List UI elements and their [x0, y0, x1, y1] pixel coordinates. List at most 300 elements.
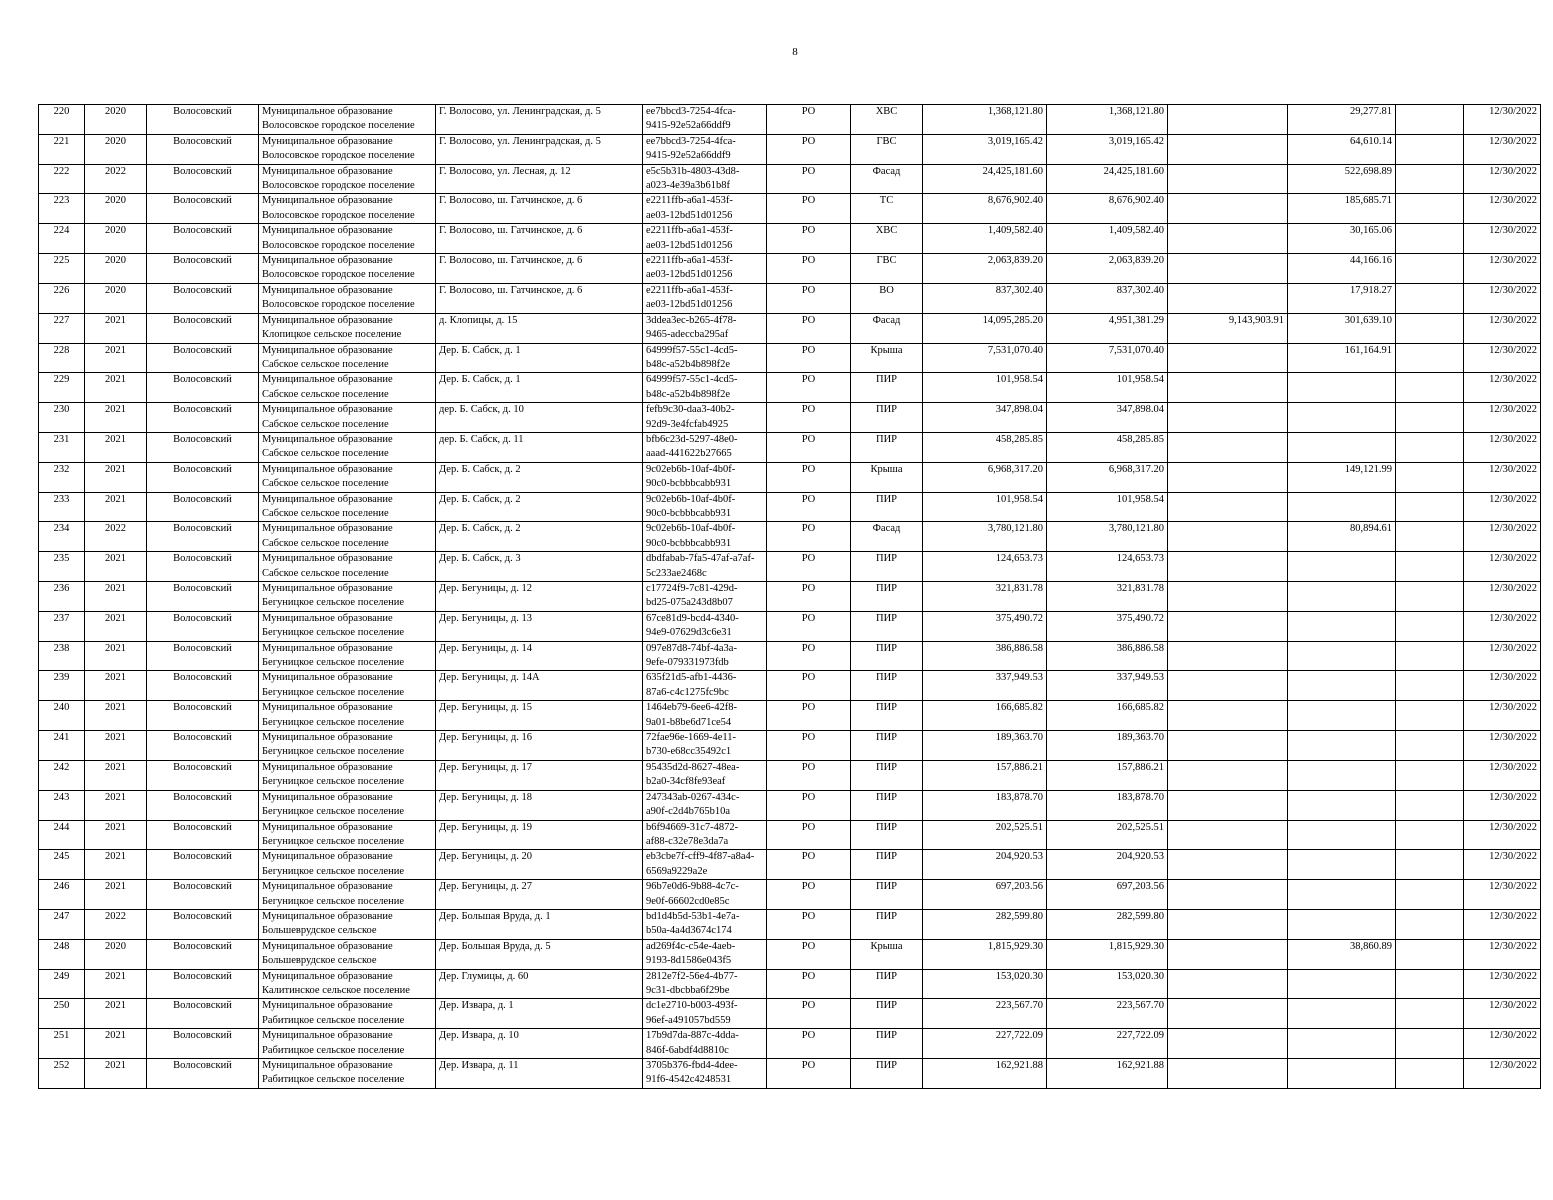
house-id-cell — [643, 432, 767, 462]
year-cell: 2020 — [85, 134, 147, 164]
page-number: 8 — [792, 46, 798, 58]
district-cell: Волосовский — [147, 999, 259, 1029]
other-source-cell — [1168, 1029, 1288, 1059]
house-id-line: bfb6c23d-5297-48e0- — [646, 433, 738, 445]
operator-cell: РО — [767, 552, 851, 582]
house-id-line: a90f-c2d4b765b10a — [646, 806, 730, 818]
total-cost-cell: 202,525.51 — [923, 820, 1047, 850]
operator-cell: РО — [767, 194, 851, 224]
control-cost-cell: 80,894.61 — [1288, 522, 1396, 552]
fund-cost-cell: 189,363.70 — [1047, 731, 1168, 761]
date-cell: 12/30/2022 — [1464, 105, 1541, 135]
municipality-cell — [259, 462, 436, 492]
operator-cell: РО — [767, 1059, 851, 1089]
row-number-cell: 231 — [39, 432, 85, 462]
house-id-cell — [643, 462, 767, 492]
control-cost-cell — [1288, 582, 1396, 612]
extra-cell — [1396, 880, 1464, 910]
fund-cost-cell: 1,815,929.30 — [1047, 939, 1168, 969]
work-type-cell: ГВС — [851, 254, 923, 284]
fund-cost-cell: 282,599.80 — [1047, 909, 1168, 939]
extra-cell — [1396, 1029, 1464, 1059]
house-id-line: ae03-12bd51d01256 — [646, 239, 733, 251]
house-id-line: 64999f57-55c1-4cd5- — [646, 344, 738, 356]
date-cell: 12/30/2022 — [1464, 403, 1541, 433]
municipality-cell — [259, 731, 436, 761]
year-cell: 2020 — [85, 254, 147, 284]
municipality-line: Муниципальное образование — [262, 732, 393, 744]
control-cost-cell: 161,164.91 — [1288, 343, 1396, 373]
municipality-line: Муниципальное образование — [262, 135, 393, 147]
municipality-line: Сабское сельское поселение — [262, 448, 389, 460]
control-cost-cell: 64,610.14 — [1288, 134, 1396, 164]
year-cell: 2020 — [85, 105, 147, 135]
fund-cost-cell: 101,958.54 — [1047, 373, 1168, 403]
extra-cell — [1396, 552, 1464, 582]
year-cell: 2021 — [85, 1059, 147, 1089]
work-type-cell: ПИР — [851, 999, 923, 1029]
work-type-cell: Фасад — [851, 522, 923, 552]
total-cost-cell: 375,490.72 — [923, 611, 1047, 641]
house-id-cell — [643, 611, 767, 641]
extra-cell — [1396, 582, 1464, 612]
total-cost-cell: 101,958.54 — [923, 492, 1047, 522]
house-id-line: dc1e2710-b003-493f- — [646, 1000, 738, 1012]
house-id-line: 3ddea3ec-b265-4f78- — [646, 314, 737, 326]
house-id-line: 92d9-3e4fcfab4925 — [646, 418, 729, 430]
house-id-line: 91f6-4542c4248531 — [646, 1074, 732, 1086]
work-type-cell: ХВС — [851, 224, 923, 254]
registry-table-body — [39, 105, 1541, 1089]
house-id-line: 9415-92e52a66ddf9 — [646, 150, 731, 162]
municipality-line: Бегуницкое сельское поселение — [262, 865, 405, 877]
municipality-line: Муниципальное образование — [262, 314, 393, 326]
municipality-line: Бегуницкое сельское поселение — [262, 895, 405, 907]
other-source-cell — [1168, 582, 1288, 612]
table-row — [39, 760, 1541, 790]
operator-cell: РО — [767, 641, 851, 671]
year-cell: 2021 — [85, 671, 147, 701]
address-cell: Дер. Б. Сабск, д. 2 — [436, 492, 643, 522]
house-id-line: 2812e7f2-56e4-4b77- — [646, 970, 738, 982]
municipality-line: Бегуницкое сельское поселение — [262, 716, 405, 728]
municipality-line: Муниципальное образование — [262, 1060, 393, 1071]
other-source-cell — [1168, 701, 1288, 731]
total-cost-cell: 227,722.09 — [923, 1029, 1047, 1059]
work-type-cell: Крыша — [851, 343, 923, 373]
municipality-cell — [259, 343, 436, 373]
total-cost-cell: 3,780,121.80 — [923, 522, 1047, 552]
fund-cost-cell: 375,490.72 — [1047, 611, 1168, 641]
house-id-line: 846f-6abdf4d8810c — [646, 1044, 729, 1056]
row-number-cell: 234 — [39, 522, 85, 552]
table-row — [39, 283, 1541, 313]
total-cost-cell: 183,878.70 — [923, 790, 1047, 820]
house-id-line: 96b7e0d6-9b88-4c7c- — [646, 881, 739, 893]
municipality-cell — [259, 283, 436, 313]
district-cell: Волосовский — [147, 164, 259, 194]
address-cell: Дер. Большая Вруда, д. 1 — [436, 909, 643, 939]
house-id-line: 5c233ae2468c — [646, 567, 707, 579]
year-cell: 2021 — [85, 820, 147, 850]
operator-cell: РО — [767, 611, 851, 641]
municipality-line: Муниципальное образование — [262, 642, 393, 654]
other-source-cell — [1168, 492, 1288, 522]
municipality-cell — [259, 492, 436, 522]
district-cell: Волосовский — [147, 582, 259, 612]
fund-cost-cell: 837,302.40 — [1047, 283, 1168, 313]
other-source-cell — [1168, 880, 1288, 910]
work-type-cell: ХВС — [851, 105, 923, 135]
total-cost-cell: 7,531,070.40 — [923, 343, 1047, 373]
date-cell: 12/30/2022 — [1464, 164, 1541, 194]
operator-cell: РО — [767, 373, 851, 403]
row-number-cell: 227 — [39, 313, 85, 343]
row-number-cell: 242 — [39, 760, 85, 790]
municipality-line: Бегуницкое сельское поселение — [262, 686, 405, 698]
house-id-line: ee7bbcd3-7254-4fca- — [646, 135, 736, 147]
control-cost-cell — [1288, 880, 1396, 910]
work-type-cell: ПИР — [851, 552, 923, 582]
house-id-line: bd1d4b5d-53b1-4e7a- — [646, 910, 740, 922]
municipality-cell — [259, 403, 436, 433]
year-cell: 2022 — [85, 909, 147, 939]
other-source-cell — [1168, 820, 1288, 850]
municipality-cell — [259, 701, 436, 731]
year-cell: 2021 — [85, 313, 147, 343]
address-cell: Г. Волосово, ул. Лесная, д. 12 — [436, 164, 643, 194]
district-cell: Волосовский — [147, 283, 259, 313]
year-cell: 2021 — [85, 432, 147, 462]
table-row — [39, 701, 1541, 731]
extra-cell — [1396, 939, 1464, 969]
operator-cell: РО — [767, 582, 851, 612]
table-row — [39, 969, 1541, 999]
extra-cell — [1396, 134, 1464, 164]
table-row — [39, 105, 1541, 135]
total-cost-cell: 101,958.54 — [923, 373, 1047, 403]
year-cell: 2021 — [85, 760, 147, 790]
house-id-line: 9193-8d1586e043f5 — [646, 955, 732, 967]
address-cell: Дер. Извара, д. 10 — [436, 1029, 643, 1059]
house-id-line: e2211ffb-a6a1-453f- — [646, 255, 733, 267]
municipality-line: Бегуницкое сельское поселение — [262, 627, 405, 639]
other-source-cell — [1168, 105, 1288, 135]
control-cost-cell: 522,698.89 — [1288, 164, 1396, 194]
total-cost-cell: 8,676,902.40 — [923, 194, 1047, 224]
row-number-cell: 228 — [39, 343, 85, 373]
total-cost-cell: 24,425,181.60 — [923, 164, 1047, 194]
extra-cell — [1396, 403, 1464, 433]
date-cell: 12/30/2022 — [1464, 1029, 1541, 1059]
municipality-cell — [259, 909, 436, 939]
municipality-line: Муниципальное образование — [262, 910, 393, 922]
house-id-line: b2a0-34cf8fe93eaf — [646, 776, 726, 788]
district-cell: Волосовский — [147, 701, 259, 731]
house-id-cell — [643, 999, 767, 1029]
municipality-cell — [259, 999, 436, 1029]
fund-cost-cell: 697,203.56 — [1047, 880, 1168, 910]
municipality-line: Бегуницкое сельское поселение — [262, 657, 405, 669]
date-cell: 12/30/2022 — [1464, 939, 1541, 969]
house-id-line: fefb9c30-daa3-40b2- — [646, 404, 735, 416]
house-id-cell — [643, 641, 767, 671]
operator-cell: РО — [767, 492, 851, 522]
district-cell: Волосовский — [147, 671, 259, 701]
extra-cell — [1396, 820, 1464, 850]
table-row — [39, 641, 1541, 671]
house-id-cell — [643, 522, 767, 552]
municipality-cell — [259, 582, 436, 612]
work-type-cell: ПИР — [851, 1059, 923, 1089]
operator-cell: РО — [767, 254, 851, 284]
work-type-cell: ПИР — [851, 880, 923, 910]
house-id-cell — [643, 343, 767, 373]
house-id-line: b730-e68cc35492c1 — [646, 746, 732, 758]
other-source-cell — [1168, 1059, 1288, 1089]
municipality-line: Сабское сельское поселение — [262, 388, 389, 400]
address-cell: Дер. Бегуницы, д. 14 — [436, 641, 643, 671]
total-cost-cell: 153,020.30 — [923, 969, 1047, 999]
municipality-line: Муниципальное образование — [262, 940, 393, 952]
date-cell: 12/30/2022 — [1464, 224, 1541, 254]
fund-cost-cell: 3,019,165.42 — [1047, 134, 1168, 164]
extra-cell — [1396, 283, 1464, 313]
other-source-cell — [1168, 641, 1288, 671]
table-row — [39, 492, 1541, 522]
fund-cost-cell: 1,409,582.40 — [1047, 224, 1168, 254]
house-id-line: af88-c32e78e3da7a — [646, 835, 729, 847]
house-id-line: e2211ffb-a6a1-453f- — [646, 195, 733, 207]
operator-cell: РО — [767, 671, 851, 701]
house-id-cell — [643, 164, 767, 194]
table-row — [39, 432, 1541, 462]
district-cell: Волосовский — [147, 105, 259, 135]
district-cell: Волосовский — [147, 731, 259, 761]
house-id-line: 9a01-b8be6d71ce54 — [646, 716, 732, 728]
total-cost-cell: 1,815,929.30 — [923, 939, 1047, 969]
address-cell: Дер. Бегуницы, д. 18 — [436, 790, 643, 820]
row-number-cell: 232 — [39, 462, 85, 492]
operator-cell: РО — [767, 462, 851, 492]
total-cost-cell: 337,949.53 — [923, 671, 1047, 701]
table-row — [39, 909, 1541, 939]
control-cost-cell — [1288, 671, 1396, 701]
house-id-line: 097e87d8-74bf-4a3a- — [646, 642, 737, 654]
house-id-cell — [643, 1059, 767, 1089]
date-cell: 12/30/2022 — [1464, 492, 1541, 522]
date-cell: 12/30/2022 — [1464, 671, 1541, 701]
row-number-cell: 239 — [39, 671, 85, 701]
house-id-cell — [643, 492, 767, 522]
municipality-line: Сабское сельское поселение — [262, 567, 389, 579]
district-cell: Волосовский — [147, 1059, 259, 1089]
house-id-line: ae03-12bd51d01256 — [646, 269, 733, 281]
house-id-cell — [643, 880, 767, 910]
municipality-line: Сабское сельское поселение — [262, 478, 389, 490]
table-row — [39, 999, 1541, 1029]
total-cost-cell: 2,063,839.20 — [923, 254, 1047, 284]
extra-cell — [1396, 969, 1464, 999]
fund-cost-cell: 8,676,902.40 — [1047, 194, 1168, 224]
control-cost-cell: 301,639.10 — [1288, 313, 1396, 343]
fund-cost-cell: 162,921.88 — [1047, 1059, 1168, 1089]
row-number-cell: 224 — [39, 224, 85, 254]
total-cost-cell: 321,831.78 — [923, 582, 1047, 612]
table-row — [39, 850, 1541, 880]
control-cost-cell — [1288, 611, 1396, 641]
year-cell: 2021 — [85, 492, 147, 522]
municipality-cell — [259, 105, 436, 135]
other-source-cell — [1168, 790, 1288, 820]
operator-cell: РО — [767, 909, 851, 939]
district-cell: Волосовский — [147, 522, 259, 552]
total-cost-cell: 124,653.73 — [923, 552, 1047, 582]
district-cell: Волосовский — [147, 790, 259, 820]
municipality-cell — [259, 313, 436, 343]
operator-cell: РО — [767, 224, 851, 254]
row-number-cell: 248 — [39, 939, 85, 969]
table-row — [39, 552, 1541, 582]
house-id-line: 94e9-07629d3c6e31 — [646, 627, 732, 639]
work-type-cell: ПИР — [851, 492, 923, 522]
house-id-cell — [643, 790, 767, 820]
operator-cell: РО — [767, 522, 851, 552]
work-type-cell: ПИР — [851, 731, 923, 761]
address-cell: Г. Волосово, ул. Ленинградская, д. 5 — [436, 105, 643, 135]
date-cell: 12/30/2022 — [1464, 254, 1541, 284]
other-source-cell — [1168, 999, 1288, 1029]
extra-cell — [1396, 462, 1464, 492]
municipality-cell — [259, 880, 436, 910]
operator-cell: РО — [767, 283, 851, 313]
district-cell: Волосовский — [147, 880, 259, 910]
table-row — [39, 582, 1541, 612]
fund-cost-cell: 202,525.51 — [1047, 820, 1168, 850]
municipality-line: Муниципальное образование — [262, 881, 393, 893]
municipality-line: Муниципальное образование — [262, 821, 393, 833]
control-cost-cell: 38,860.89 — [1288, 939, 1396, 969]
table-row — [39, 880, 1541, 910]
operator-cell: РО — [767, 760, 851, 790]
date-cell: 12/30/2022 — [1464, 343, 1541, 373]
address-cell: Дер. Глумицы, д. 60 — [436, 969, 643, 999]
total-cost-cell: 386,886.58 — [923, 641, 1047, 671]
house-id-line: ae03-12bd51d01256 — [646, 299, 733, 311]
municipality-cell — [259, 850, 436, 880]
fund-cost-cell: 166,685.82 — [1047, 701, 1168, 731]
municipality-line: Бегуницкое сельское поселение — [262, 746, 405, 758]
row-number-cell: 249 — [39, 969, 85, 999]
district-cell: Волосовский — [147, 254, 259, 284]
municipality-cell — [259, 939, 436, 969]
municipality-line: Муниципальное образование — [262, 165, 393, 177]
district-cell: Волосовский — [147, 850, 259, 880]
house-id-line: b48c-a52b4b898f2e — [646, 388, 730, 400]
total-cost-cell: 204,920.53 — [923, 850, 1047, 880]
operator-cell: РО — [767, 313, 851, 343]
row-number-cell: 220 — [39, 105, 85, 135]
house-id-line: 90c0-bcbbbcabb931 — [646, 537, 732, 549]
date-cell: 12/30/2022 — [1464, 373, 1541, 403]
house-id-line: ad269f4c-c54e-4aeb- — [646, 940, 736, 952]
date-cell: 12/30/2022 — [1464, 731, 1541, 761]
total-cost-cell: 6,968,317.20 — [923, 462, 1047, 492]
municipality-line: Муниципальное образование — [262, 284, 393, 296]
municipality-cell — [259, 194, 436, 224]
control-cost-cell: 17,918.27 — [1288, 283, 1396, 313]
table-row — [39, 343, 1541, 373]
other-source-cell — [1168, 343, 1288, 373]
house-id-cell — [643, 1029, 767, 1059]
work-type-cell: ПИР — [851, 760, 923, 790]
date-cell: 12/30/2022 — [1464, 313, 1541, 343]
other-source-cell — [1168, 731, 1288, 761]
house-id-line: 1464eb79-6ee6-42f8- — [646, 702, 737, 714]
total-cost-cell: 1,368,121.80 — [923, 105, 1047, 135]
year-cell: 2020 — [85, 194, 147, 224]
work-type-cell: ПИР — [851, 850, 923, 880]
table-row — [39, 254, 1541, 284]
operator-cell: РО — [767, 820, 851, 850]
house-id-cell — [643, 701, 767, 731]
year-cell: 2021 — [85, 373, 147, 403]
district-cell: Волосовский — [147, 760, 259, 790]
operator-cell: РО — [767, 134, 851, 164]
table-row — [39, 403, 1541, 433]
year-cell: 2021 — [85, 701, 147, 731]
municipality-line: Большеврудское сельское — [262, 925, 377, 937]
work-type-cell: ПИР — [851, 611, 923, 641]
municipality-line: Муниципальное образование — [262, 106, 393, 117]
municipality-cell — [259, 760, 436, 790]
municipality-line: Муниципальное образование — [262, 195, 393, 207]
date-cell: 12/30/2022 — [1464, 462, 1541, 492]
municipality-cell — [259, 432, 436, 462]
row-number-cell: 252 — [39, 1059, 85, 1089]
house-id-cell — [643, 283, 767, 313]
fund-cost-cell: 347,898.04 — [1047, 403, 1168, 433]
address-cell: Г. Волосово, ул. Ленинградская, д. 5 — [436, 134, 643, 164]
total-cost-cell: 697,203.56 — [923, 880, 1047, 910]
municipality-line: Муниципальное образование — [262, 1000, 393, 1012]
fund-cost-cell: 101,958.54 — [1047, 492, 1168, 522]
municipality-cell — [259, 641, 436, 671]
row-number-cell: 229 — [39, 373, 85, 403]
address-cell: Дер. Бегуницы, д. 15 — [436, 701, 643, 731]
total-cost-cell: 189,363.70 — [923, 731, 1047, 761]
municipality-line: Муниципальное образование — [262, 761, 393, 773]
extra-cell — [1396, 313, 1464, 343]
row-number-cell: 240 — [39, 701, 85, 731]
municipality-line: Муниципальное образование — [262, 344, 393, 356]
extra-cell — [1396, 850, 1464, 880]
municipality-line: Муниципальное образование — [262, 672, 393, 684]
municipality-line: Муниципальное образование — [262, 1030, 393, 1042]
row-number-cell: 238 — [39, 641, 85, 671]
row-number-cell: 223 — [39, 194, 85, 224]
date-cell: 12/30/2022 — [1464, 999, 1541, 1029]
extra-cell — [1396, 671, 1464, 701]
extra-cell — [1396, 224, 1464, 254]
other-source-cell — [1168, 939, 1288, 969]
other-source-cell — [1168, 224, 1288, 254]
extra-cell — [1396, 909, 1464, 939]
house-id-line: 6569a9229a2e — [646, 865, 708, 877]
address-cell: Г. Волосово, ш. Гатчинское, д. 6 — [436, 194, 643, 224]
operator-cell: РО — [767, 880, 851, 910]
work-type-cell: ПИР — [851, 820, 923, 850]
